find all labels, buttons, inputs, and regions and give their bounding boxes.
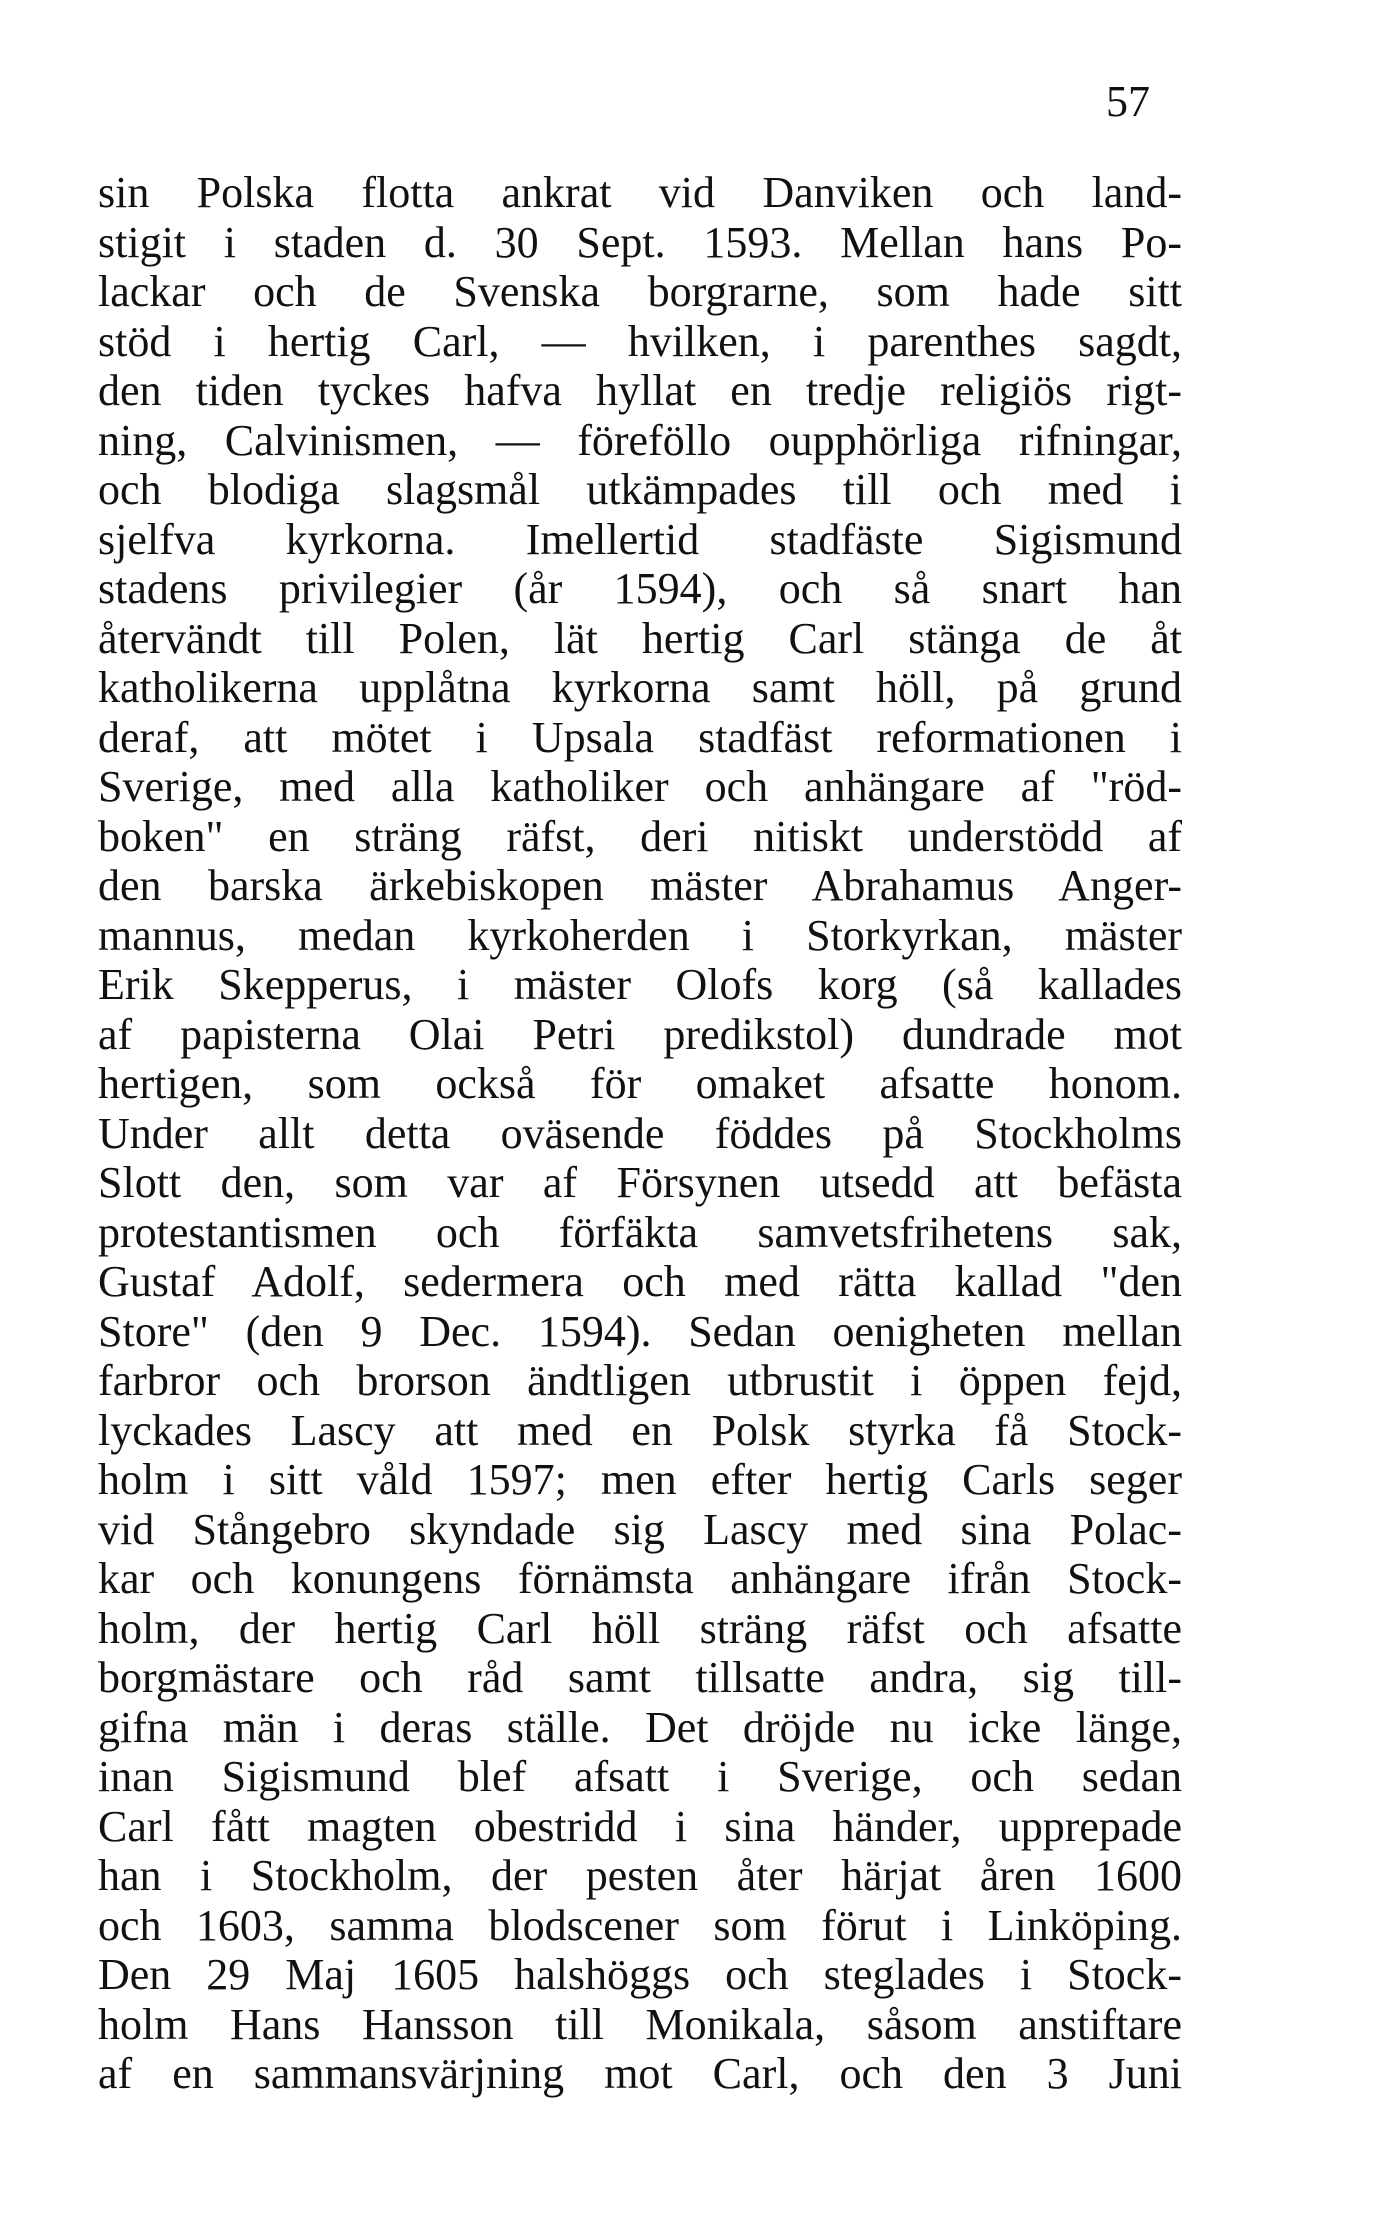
text-line: gifna män i deras ställe. Det dröjde nu icke länge, (98, 1702, 1182, 1752)
text-line: borgmästare och råd samt tillsatte andra, sig till- (98, 1653, 1182, 1702)
text-line: lackar och de Svenska borgrarne, som hade sitt (98, 267, 1182, 316)
text-line: vid Stångebro skyndade sig Lascy med sina Polac- (98, 1504, 1182, 1554)
text-line: farbror och brorson ändtligen utbrustit i öppen fejd, (98, 1356, 1182, 1405)
text-line: af papisterna Olai Petri predikstol) dundrade mot (98, 1009, 1182, 1059)
text-line: den tiden tyckes hafva hyllat en tredje religiös rigt- (98, 366, 1182, 415)
text-line: hertigen, som också för omaket afsatte honom. (98, 1059, 1182, 1108)
text-line: och 1603, samma blodscener som förut i Linköping. (98, 1900, 1182, 1950)
text-line: inan Sigismund blef afsatt i Sverige, och sedan (98, 1752, 1182, 1801)
body-text (98, 168, 1182, 2099)
text-line: Gustaf Adolf, sedermera och med rätta kallad "den (98, 1257, 1182, 1306)
text-line: mannus, medan kyrkoherden i Storkyrkan, mäster (98, 910, 1182, 960)
text-line: boken" en sträng räfst, deri nitiskt understödd af (98, 811, 1182, 861)
text-line: Store" (den 9 Dec. 1594). Sedan oenigheten mellan (98, 1306, 1182, 1356)
text-line: lyckades Lascy att med en Polsk styrka få Stock- (98, 1405, 1182, 1455)
text-line: protestantismen och förfäkta samvetsfrihetens sak, (98, 1207, 1182, 1257)
text-line: ning, Calvinismen, — föreföllo oupphörliga rifningar, (98, 415, 1182, 465)
text-line: Slott den, som var af Försynen utsedd att befästa (98, 1158, 1182, 1207)
text-line: Sverige, med alla katholiker och anhängare af "röd- (98, 762, 1182, 811)
text-line: stadens privilegier (år 1594), och så snart han (98, 564, 1182, 613)
text-line: holm i sitt våld 1597; men efter hertig Carls seger (98, 1455, 1182, 1504)
text-line: stöd i hertig Carl, — hvilken, i parenthes sagdt, (98, 316, 1182, 366)
text-line: Under allt detta oväsende föddes på Stockholms (98, 1108, 1182, 1158)
text-line: återvändt till Polen, lät hertig Carl stänga de åt (98, 613, 1182, 663)
text-line: holm, der hertig Carl höll sträng räfst och afsatte (98, 1603, 1182, 1653)
text-line: Den 29 Maj 1605 halshöggs och steglades i Stock- (98, 1950, 1182, 1999)
text-line: sin Polska flotta ankrat vid Danviken och land- (98, 168, 1182, 217)
text-line: holm Hans Hansson till Monikala, såsom anstiftare (98, 1999, 1182, 2049)
page-number: 57 (1106, 77, 1150, 126)
text-line: katholikerna upplåtna kyrkorna samt höll, på grund (98, 663, 1182, 712)
text-line: kar och konungens förnämsta anhängare ifrån Stock- (98, 1554, 1182, 1603)
text-line: den barska ärkebiskopen mäster Abrahamus Anger- (98, 861, 1182, 910)
text-line: deraf, att mötet i Upsala stadfäst reformationen i (98, 712, 1182, 762)
text-line: sjelfva kyrkorna. Imellertid stadfäste Sigismund (98, 514, 1182, 564)
text-line: han i Stockholm, der pesten åter härjat åren 1600 (98, 1851, 1182, 1900)
text-line: Erik Skepperus, i mäster Olofs korg (så kallades (98, 960, 1182, 1009)
text-line: Carl fått magten obestridd i sina händer, upprepade (98, 1801, 1182, 1851)
text-line: af en sammansvärjning mot Carl, och den 3 Juni (98, 2049, 1182, 2098)
text-line: och blodiga slagsmål utkämpades till och med i (98, 465, 1182, 514)
text-line: stigit i staden d. 30 Sept. 1593. Mellan hans Po- (98, 217, 1182, 267)
